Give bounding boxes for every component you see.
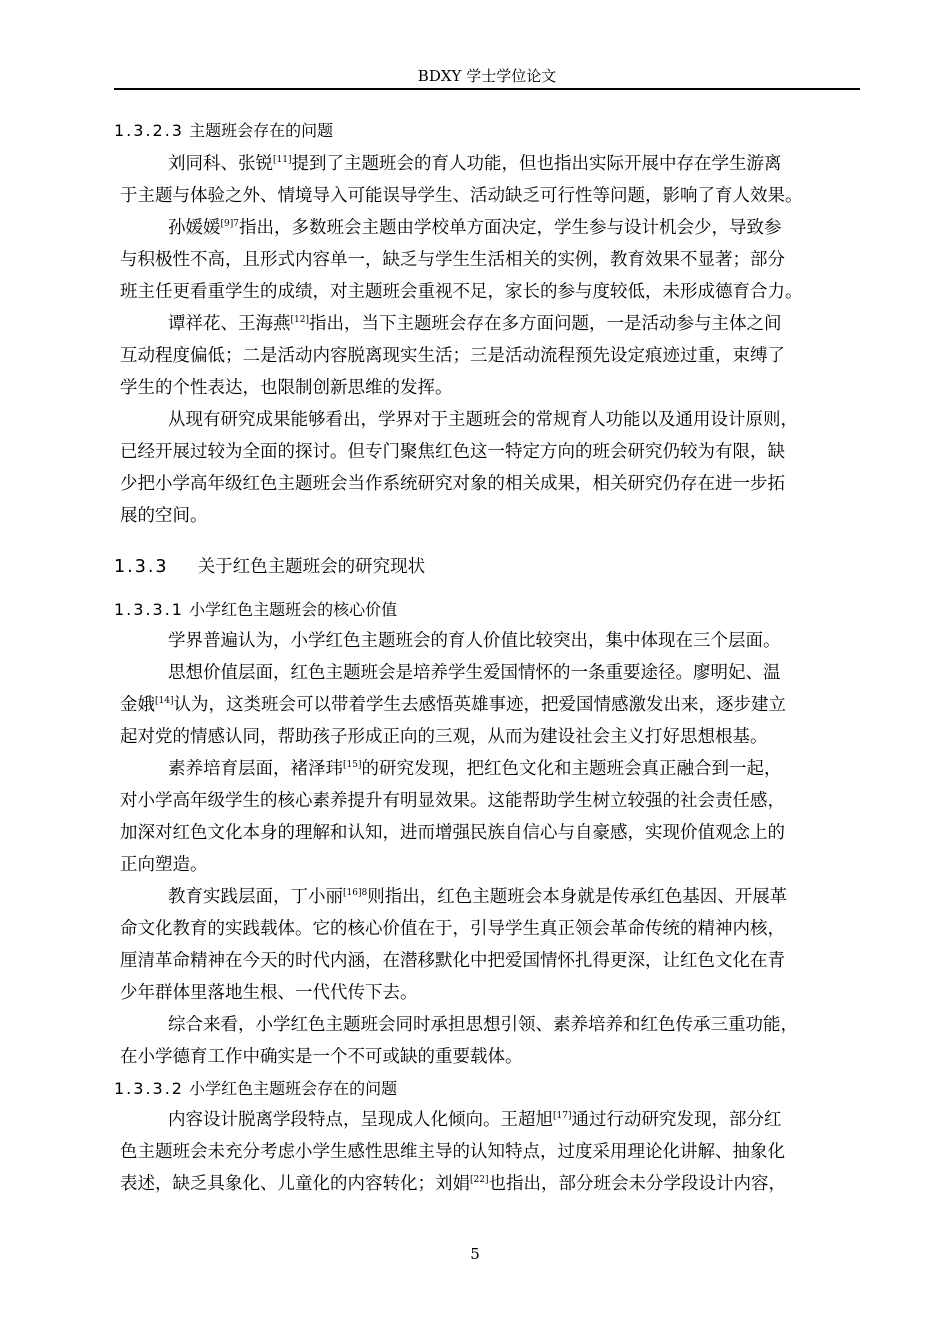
text-run: 教育实践层面，丁小丽	[168, 887, 343, 907]
heading-text: 主题班会存在的问题	[189, 121, 334, 140]
text-run: 指出，多数班会主题由学校单方面决定，学生参与设计机会少，导致参	[238, 218, 782, 238]
citation-ref: [15]	[343, 760, 362, 770]
citation-ref: [9]7	[220, 219, 239, 229]
heading-1-3-2-3	[114, 121, 333, 141]
paragraph-line	[120, 1173, 786, 1195]
paragraph-line: 展的空间。	[120, 506, 208, 526]
citation-ref: [16]8	[343, 888, 368, 898]
citation-ref: [22]	[470, 1175, 489, 1185]
paragraph-line: 从现有研究成果能够看出，学界对于主题班会的常规育人功能以及通用设计原则，	[168, 410, 798, 430]
paragraph-line: 命文化教育的实践载体。它的核心价值在于，引导学生真正领会革命传统的精神内核，	[120, 919, 785, 939]
citation-ref: [12]	[290, 315, 309, 325]
text-run: 素养培育层面，褚泽玮	[168, 759, 343, 779]
paragraph-line	[168, 313, 781, 335]
citation-ref: [17]	[553, 1111, 572, 1121]
text-run: 则指出，红色主题班会本身就是传承红色基因、开展革	[367, 887, 788, 907]
paragraph-line: 互动程度偏低；二是活动内容脱离现实生活；三是活动流程预先设定痕迹过重，束缚了	[120, 346, 785, 366]
paragraph-line: 少把小学高年级红色主题班会当作系统研究对象的相关成果，相关研究仍存在进一步拓	[120, 474, 785, 494]
heading-text: 关于红色主题班会的研究现状	[197, 557, 426, 577]
text-run: 表述，缺乏具象化、儿童化的内容转化；刘娟	[120, 1174, 470, 1194]
citation-ref: [11]	[273, 155, 292, 165]
paragraph-line: 思想价值层面，红色主题班会是培养学生爱国情怀的一条重要途径。廖明妃、温	[168, 663, 781, 683]
heading-1-3-3-1	[114, 600, 397, 620]
paragraph-line: 学界普遍认为，小学红色主题班会的育人价值比较突出，集中体现在三个层面。	[168, 631, 781, 651]
paragraph-line: 厘清革命精神在今天的时代内涵，在潜移默化中把爱国情怀扎得更深，让红色文化在青	[120, 951, 785, 971]
paragraph-line: 与积极性不高，且形式内容单一，缺乏与学生生活相关的实例，教育效果不显著；部分	[120, 250, 785, 270]
paragraph-line: 在小学德育工作中确实是一个不可或缺的重要载体。	[120, 1047, 523, 1067]
paragraph-line: 少年群体里落地生根、一代代传下去。	[120, 983, 418, 1003]
paragraph-line: 起对党的情感认同，帮助孩子形成正向的三观，从而为建设社会主义打好思想根基。	[120, 727, 768, 747]
header-rule	[114, 88, 860, 90]
paragraph-line: 于主题与体验之外、情境导入可能误导学生、活动缺乏可行性等问题，影响了育人效果。	[120, 186, 803, 206]
heading-text: 小学红色主题班会存在的问题	[189, 1079, 398, 1098]
text-run: 指出，当下主题班会存在多方面问题，一是活动参与主体之间	[308, 314, 782, 334]
text-run: 刘同科、张锐	[168, 154, 273, 174]
heading-1-3-3-2	[114, 1079, 397, 1099]
heading-number: 1.3.2.3	[114, 121, 184, 140]
paragraph-line: 色主题班会未充分考虑小学生感性思维主导的认知特点，过度采用理论化讲解、抽象化	[120, 1142, 785, 1162]
paragraph-line	[168, 758, 781, 780]
paragraph-line: 加深对红色文化本身的理解和认知，进而增强民族自信心与自豪感，实现价值观念上的	[120, 823, 785, 843]
paragraph-line: 已经开展过较为全面的探讨。但专门聚焦红色这一特定方向的班会研究仍较为有限，缺	[120, 442, 785, 462]
paragraph-line	[168, 153, 781, 175]
paragraph-line: 综合来看，小学红色主题班会同时承担思想引领、素养培养和红色传承三重功能，	[168, 1015, 798, 1035]
heading-number: 1.3.3.1	[114, 600, 184, 619]
paragraph-line	[168, 217, 781, 239]
text-run: 认为，这类班会可以带着学生去感悟英雄事迹，把爱国情感激发出来，逐步建立	[173, 695, 786, 715]
text-run: 内容设计脱离学段特点，呈现成人化倾向。王超旭	[168, 1110, 553, 1130]
heading-text: 小学红色主题班会的核心价值	[189, 600, 398, 619]
text-run: 金娥	[120, 695, 155, 715]
citation-ref: [14]	[155, 696, 174, 706]
text-run: 提到了主题班会的育人功能，但也指出实际开展中存在学生游离	[291, 154, 782, 174]
paragraph-line: 班主任更看重学生的成绩，对主题班会重视不足，家长的参与度较低，未形成德育合力。	[120, 282, 803, 302]
running-header: BDXY 学士学位论文	[417, 67, 557, 85]
text-run: 通过行动研究发现，部分红	[571, 1110, 782, 1130]
text-run: 也指出，部分班会未分学段设计内容，	[488, 1174, 786, 1194]
heading-1-3-3	[114, 557, 425, 577]
text-run: 谭祥花、王海燕	[168, 314, 291, 334]
text-run: 的研究发现，把红色文化和主题班会真正融合到一起，	[361, 759, 782, 779]
page-number: 5	[470, 1245, 480, 1263]
heading-number: 1.3.3	[114, 557, 169, 577]
text-run: 孙媛媛	[168, 218, 221, 238]
heading-number: 1.3.3.2	[114, 1079, 184, 1098]
paragraph-line	[168, 886, 787, 908]
paragraph-line	[168, 1109, 781, 1131]
paragraph-line	[120, 694, 786, 716]
paragraph-line: 对小学高年级学生的核心素养提升有明显效果。这能帮助学生树立较强的社会责任感，	[120, 791, 785, 811]
paragraph-line: 正向塑造。	[120, 855, 208, 875]
paragraph-line: 学生的个性表达，也限制创新思维的发挥。	[120, 378, 453, 398]
